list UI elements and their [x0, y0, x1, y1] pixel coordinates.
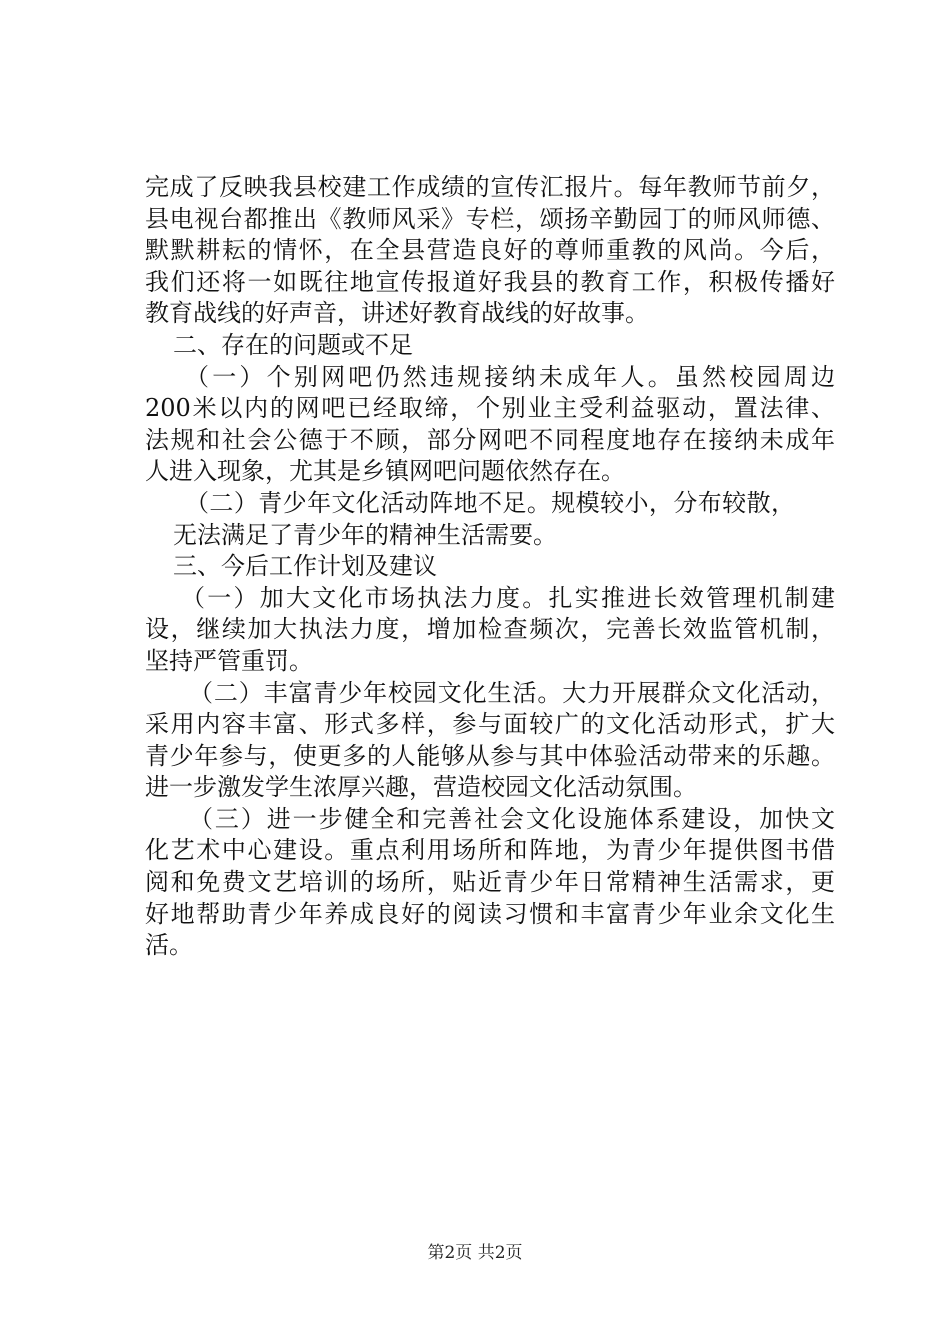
text-line: 无法满足了青少年的精神生活需要。 [173, 520, 557, 549]
text-line: 法规和社会公德于不顾，部分网吧不同程度地存在接纳未成年 [145, 425, 835, 454]
document-body [145, 172, 835, 962]
text-line: （一）个别网吧仍然违规接纳未成年人。虽然校园周边 [185, 362, 835, 391]
text-line: （二）丰富青少年校园文化生活。大力开展群众文化活动， [189, 678, 835, 707]
text-line: 县电视台都推出《教师风采》专栏，颂扬辛勤园丁的师风师德、 [145, 204, 835, 233]
text-line: 完成了反映我县校建工作成绩的宣传汇报片。每年教师节前夕， [145, 173, 835, 201]
text-line: 化艺术中心建设。重点利用场所和阵地，为青少年提供图书借 [145, 836, 835, 865]
text-line: 200米以内的网吧已经取缔，个别业主受利益驱动，置法律、 [145, 394, 835, 423]
text-line: 进一步激发学生浓厚兴趣，营造校园文化活动氛围。 [145, 773, 697, 802]
section-heading: 二、存在的问题或不足 [173, 330, 413, 359]
text-line: （三）进一步健全和完善社会文化设施体系建设，加快文 [189, 804, 835, 833]
text-line: 采用内容丰富、形式多样，参与面较广的文化活动形式，扩大 [145, 710, 835, 739]
text-line: 活。 [145, 931, 193, 960]
text-line: 好地帮助青少年养成良好的阅读习惯和丰富青少年业余文化生 [145, 899, 835, 928]
text-line: 人进入现象，尤其是乡镇网吧问题依然存在。 [145, 457, 625, 486]
text-line: 默默耕耘的情怀，在全县营造良好的尊师重教的风尚。今后， [145, 236, 835, 265]
text-line: 阅和免费文艺培训的场所，贴近青少年日常精神生活需求，更 [145, 868, 835, 897]
section-heading: 三、今后工作计划及建议 [173, 552, 437, 581]
text-line: 青少年参与，使更多的人能够从参与其中体验活动带来的乐趣。 [145, 741, 835, 770]
text-line: 教育战线的好声音，讲述好教育战线的好故事。 [145, 299, 649, 328]
page-number-footer: 第2页 共2页 [427, 1243, 523, 1263]
text-line: 我们还将一如既往地宣传报道好我县的教育工作，积极传播好 [145, 267, 835, 296]
text-line: 设，继续加大执法力度，增加检查频次，完善长效监管机制， [145, 615, 835, 644]
text-line: （一）加大文化市场执法力度。扎实推进长效管理机制建 [181, 583, 835, 612]
text-line: 坚持严管重罚。 [145, 646, 313, 675]
text-line: （二）青少年文化活动阵地不足。规模较小，分布较散， [185, 488, 795, 517]
